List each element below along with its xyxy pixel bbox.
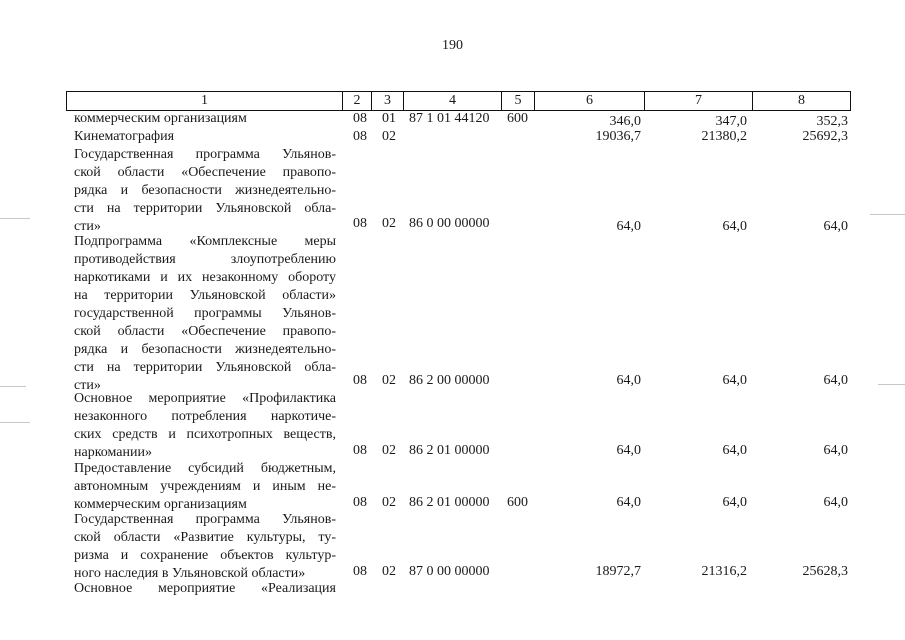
scan-artifact [0,386,26,387]
cell-amount-2: 64,0 [722,373,747,388]
cell-amount-3: 64,0 [823,443,848,458]
cell-amount-2: 64,0 [722,495,747,510]
cell-target-article: 86 2 01 00000 [409,443,490,458]
column-header-4: 4 [404,92,502,111]
cell-section: 08 [353,495,367,510]
description-line: ской области «Обеспечение правопо- [74,165,336,180]
cell-amount-1: 64,0 [616,443,641,458]
row-description [74,110,336,128]
cell-subsection: 02 [382,216,396,231]
description-line: сти» [74,219,101,234]
column-header-table [66,91,851,111]
description-line: ризма и сохранение объектов культур- [74,548,336,563]
column-header-2: 2 [343,92,372,111]
cell-subsection: 02 [382,495,396,510]
cell-amount-3: 25692,3 [802,129,848,144]
cell-amount-1: 64,0 [616,219,641,234]
description-line: Государственная программа Ульянов- [74,147,336,162]
scan-artifact [0,218,30,219]
cell-section: 08 [353,443,367,458]
cell-target-article: 86 2 01 00000 [409,495,490,510]
cell-amount-1: 19036,7 [595,129,641,144]
cell-amount-3: 64,0 [823,495,848,510]
description-line: Основное мероприятие «Реализация [74,581,336,596]
scan-artifact [870,214,905,215]
cell-target-article: 87 1 01 44120 [409,111,490,126]
description-line: сти на территории Ульяновской обла- [74,201,336,216]
description-line: Предоставление субсидий бюджетным, [74,461,336,476]
cell-section: 08 [353,373,367,388]
scan-artifact [0,422,30,423]
description-line: государственной программы Ульянов- [74,306,336,321]
cell-amount-3: 64,0 [823,219,848,234]
description-line: ской области «Развитие культуры, ту- [74,530,336,545]
description-line: незаконного потребления наркотиче- [74,409,336,424]
row-description [74,128,336,146]
column-header-3: 3 [372,92,404,111]
description-line: сти» [74,378,101,393]
description-line: Кинематография [74,129,175,144]
scan-artifact [878,384,905,385]
description-line: наркотиками и их незаконному обороту [74,270,336,285]
cell-target-article: 86 0 00 00000 [409,216,490,231]
cell-subsection: 01 [382,111,396,126]
description-line: ного наследия в Ульяновской области» [74,566,306,581]
cell-section: 08 [353,216,367,231]
description-line: рядка и безопасности жизнедеятельно- [74,342,336,357]
page-number: 190 [442,38,463,53]
description-line: Государственная программа Ульянов- [74,512,336,527]
description-line: Основное мероприятие «Профилактика [74,391,336,406]
description-line: на территории Ульяновской области» [74,288,336,303]
cell-amount-3: 25628,3 [802,564,848,579]
row-description [74,233,336,395]
cell-amount-1: 64,0 [616,373,641,388]
description-line: ской области «Обеспечение правопо- [74,324,336,339]
cell-subsection: 02 [382,129,396,144]
cell-amount-3: 64,0 [823,373,848,388]
column-header-1: 1 [67,92,343,111]
cell-amount-2: 21316,2 [701,564,747,579]
cell-subsection: 02 [382,373,396,388]
column-header-7: 7 [645,92,753,111]
cell-expense-type: 600 [507,495,528,510]
cell-amount-2: 64,0 [722,443,747,458]
description-line: противодействия злоупотреблению [74,252,336,267]
description-line: сти на территории Ульяновской обла- [74,360,336,375]
cell-target-article: 86 2 00 00000 [409,373,490,388]
column-header-row [67,92,851,111]
cell-section: 08 [353,564,367,579]
row-description [74,511,336,583]
column-header-6: 6 [535,92,645,111]
cell-amount-1: 346,0 [609,114,641,129]
cell-amount-1: 64,0 [616,495,641,510]
description-line: рядка и безопасности жизнедеятельно- [74,183,336,198]
cell-subsection: 02 [382,443,396,458]
cell-section: 08 [353,111,367,126]
cell-section: 08 [353,129,367,144]
cell-target-article: 87 0 00 00000 [409,564,490,579]
row-description [74,580,336,598]
cell-amount-2: 21380,2 [701,129,747,144]
column-header-5: 5 [502,92,535,111]
row-description [74,146,336,236]
description-line: ских средств и психотропных веществ, [74,427,336,442]
description-line: коммерческим организациям [74,111,247,126]
cell-amount-1: 18972,7 [595,564,641,579]
cell-amount-2: 347,0 [715,114,747,129]
row-description [74,460,336,514]
row-description [74,390,336,462]
cell-expense-type: 600 [507,111,528,126]
description-line: Подпрограмма «Комплексные меры [74,234,336,249]
description-line: коммерческим организациям [74,497,247,512]
description-line: наркомании» [74,445,152,460]
cell-amount-3: 352,3 [816,114,848,129]
cell-amount-2: 64,0 [722,219,747,234]
column-header-8: 8 [753,92,851,111]
cell-subsection: 02 [382,564,396,579]
description-line: автономным учреждениям и иным не- [74,479,336,494]
